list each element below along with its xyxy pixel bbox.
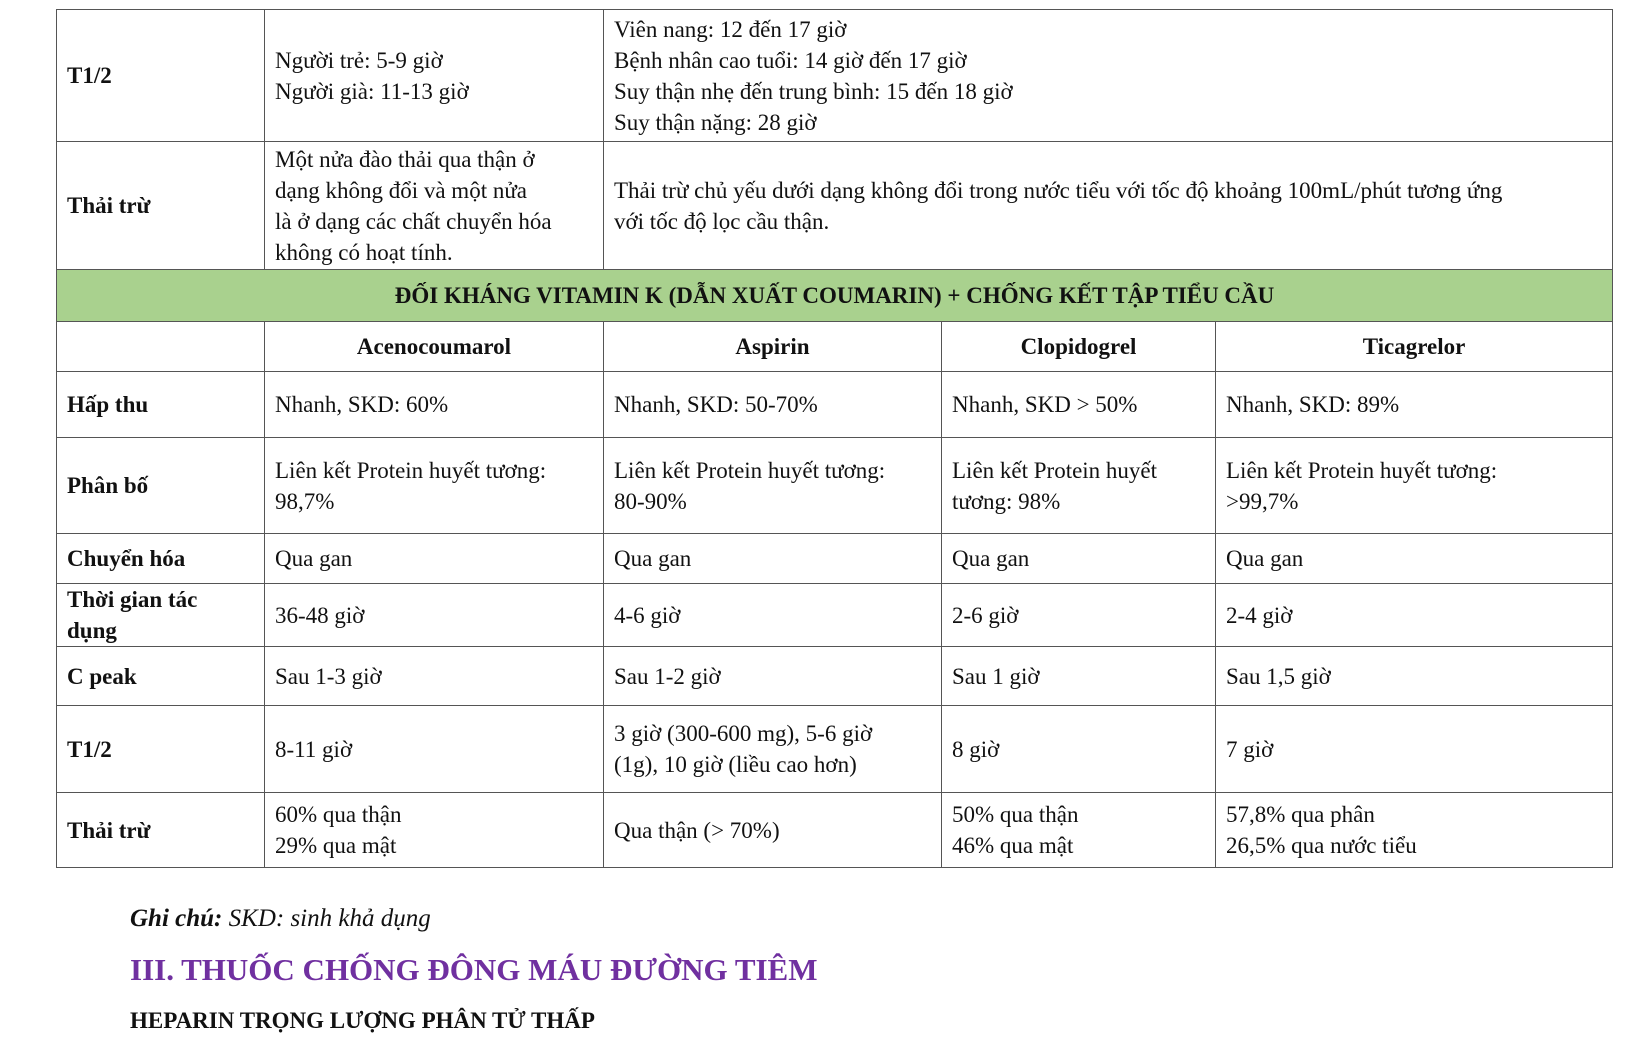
table-cell [265, 372, 604, 438]
table-cell [604, 438, 942, 534]
cell-line: 8-11 giờ [275, 736, 353, 762]
cell-line: với tốc độ lọc cầu thận. [614, 208, 830, 234]
table-row-distribution [57, 438, 1613, 534]
row-label-line: dụng [67, 618, 117, 643]
table-cell [1216, 647, 1613, 706]
cell-line: Nhanh, SKD: 50-70% [614, 392, 818, 417]
cell-line: 8 giờ [952, 736, 1000, 762]
cell-line: 29% qua mật [275, 833, 397, 858]
row-label: Chuyển hóa [57, 534, 265, 584]
cell-line: 3 giờ (300-600 mg), 5-6 giờ [614, 721, 873, 746]
table-cell [942, 584, 1216, 647]
cell-line: 98,7% [275, 488, 335, 514]
table-cell [604, 706, 942, 793]
cell-line: Liên kết Protein huyết [952, 457, 1158, 483]
header-row [57, 322, 1613, 372]
cell-line: Qua thận (> 70%) [614, 817, 780, 843]
table-cell [1216, 584, 1613, 647]
row-label: Hấp thu [57, 372, 265, 438]
table-cell [604, 372, 942, 438]
cell-t12-left [265, 10, 604, 142]
row-label: Thải trừ [57, 793, 265, 868]
cell-line: Nhanh, SKD > 50% [952, 392, 1138, 417]
table-cell [265, 534, 604, 584]
row-label [57, 584, 265, 647]
cell-line: Bệnh nhân cao tuổi: 14 giờ đến 17 giờ [614, 47, 967, 73]
cell-line: 7 giờ [1226, 736, 1274, 762]
table-cell [604, 584, 942, 647]
footnote [130, 905, 431, 933]
table-cell [604, 534, 942, 584]
table-row-elimination-top [57, 142, 1613, 270]
cell-line: Suy thận nặng: 28 giờ [614, 109, 817, 135]
cell-line: Qua gan [275, 546, 353, 571]
footnote-text: SKD: sinh khả dụng [222, 905, 431, 932]
table-cell [942, 647, 1216, 706]
cell-line: Qua gan [1226, 546, 1304, 571]
table-cell [1216, 793, 1613, 868]
footnote-label: Ghi chú: [130, 905, 223, 932]
table-row-t12-top [57, 10, 1613, 142]
table-row-cpeak [57, 647, 1613, 706]
table-cell [1216, 438, 1613, 534]
table-cell [265, 584, 604, 647]
cell-line: (1g), 10 giờ (liều cao hơn) [614, 752, 857, 777]
table-cell [1216, 706, 1613, 793]
cell-line: Một nửa đào thải qua thận ở [275, 146, 535, 172]
table-row-t12 [57, 706, 1613, 793]
table-cell [1216, 372, 1613, 438]
empty-corner-cell [57, 322, 265, 372]
cell-line: Liên kết Protein huyết tương: [1226, 457, 1498, 483]
table-cell [265, 793, 604, 868]
row-label: T1/2 [57, 706, 265, 793]
cell-line: 36-48 giờ [275, 602, 365, 628]
cell-line: Thải trừ chủ yếu dưới dạng không đổi trong nước tiểu với tốc độ khoảng 100mL/phút tương ứng [614, 177, 1503, 203]
cell-t12-right [604, 10, 1613, 142]
cell-line: Viên nang: 12 đến 17 giờ [614, 16, 847, 42]
row-label: T1/2 [57, 10, 265, 142]
cell-line: Suy thận nhẹ đến trung bình: 15 đến 18 giờ [614, 78, 1013, 104]
col-header-aspirin: Aspirin [604, 322, 942, 372]
cell-line: 2-4 giờ [1226, 602, 1293, 628]
section-title: ĐỐI KHÁNG VITAMIN K (DẪN XUẤT COUMARIN) + CHỐNG KẾT TẬP TIỂU CẦU [57, 270, 1613, 322]
cell-line: 4-6 giờ [614, 602, 681, 628]
row-label: Phân bố [57, 438, 265, 534]
cell-line: Sau 1-2 giờ [614, 663, 721, 689]
cell-line: Qua gan [614, 546, 692, 571]
table-row-metabolism [57, 534, 1613, 584]
cell-line: 57,8% qua phân [1226, 802, 1375, 827]
cell-line: tương: 98% [952, 488, 1061, 514]
cell-line: là ở dạng các chất chuyển hóa [275, 208, 552, 234]
cell-elimination-left [265, 142, 604, 270]
cell-line: Người trẻ: 5-9 giờ [275, 47, 443, 73]
table-cell [942, 372, 1216, 438]
table-cell [942, 706, 1216, 793]
cell-line: 26,5% qua nước tiểu [1226, 833, 1417, 858]
table-cell [604, 793, 942, 868]
col-header-clopidogrel: Clopidogrel [942, 322, 1216, 372]
col-header-ticagrelor: Ticagrelor [1216, 322, 1613, 372]
table-row-elimination [57, 793, 1613, 868]
row-label: Thải trừ [57, 142, 265, 270]
cell-line: Người già: 11-13 giờ [275, 78, 469, 104]
cell-line: Nhanh, SKD: 89% [1226, 392, 1400, 417]
subsection-heading: HEPARIN TRỌNG LƯỢNG PHÂN TỬ THẤP [130, 1008, 595, 1033]
table-cell [1216, 534, 1613, 584]
cell-line: dạng không đổi và một nửa [275, 177, 528, 203]
cell-line: Nhanh, SKD: 60% [275, 392, 449, 417]
table-cell [265, 706, 604, 793]
cell-line: Sau 1-3 giờ [275, 663, 382, 689]
col-header-acenocoumarol: Acenocoumarol [265, 322, 604, 372]
cell-line: 80-90% [614, 488, 687, 514]
table-row-absorption [57, 372, 1613, 438]
row-label: C peak [57, 647, 265, 706]
table-cell [942, 438, 1216, 534]
cell-line: không có hoạt tính. [275, 239, 453, 265]
cell-line: Sau 1 giờ [952, 663, 1040, 689]
cell-line: >99,7% [1226, 488, 1299, 514]
table-cell [942, 534, 1216, 584]
cell-line: 50% qua thận [952, 802, 1079, 827]
cell-line: 46% qua mật [952, 833, 1074, 858]
table-cell [265, 647, 604, 706]
pharmacokinetics-table [56, 9, 1613, 868]
table-cell [942, 793, 1216, 868]
section-row [57, 270, 1613, 322]
cell-elimination-right [604, 142, 1613, 270]
section-heading: III. THUỐC CHỐNG ĐÔNG MÁU ĐƯỜNG TIÊM [130, 952, 818, 987]
table-cell [265, 438, 604, 534]
cell-line: 60% qua thận [275, 802, 402, 827]
row-label-line: Thời gian tác [67, 587, 198, 612]
table-cell [604, 647, 942, 706]
cell-line: Liên kết Protein huyết tương: [275, 457, 547, 483]
table-row-duration [57, 584, 1613, 647]
cell-line: Sau 1,5 giờ [1226, 663, 1331, 689]
cell-line: Liên kết Protein huyết tương: [614, 457, 886, 483]
cell-line: 2-6 giờ [952, 602, 1019, 628]
cell-line: Qua gan [952, 546, 1030, 571]
